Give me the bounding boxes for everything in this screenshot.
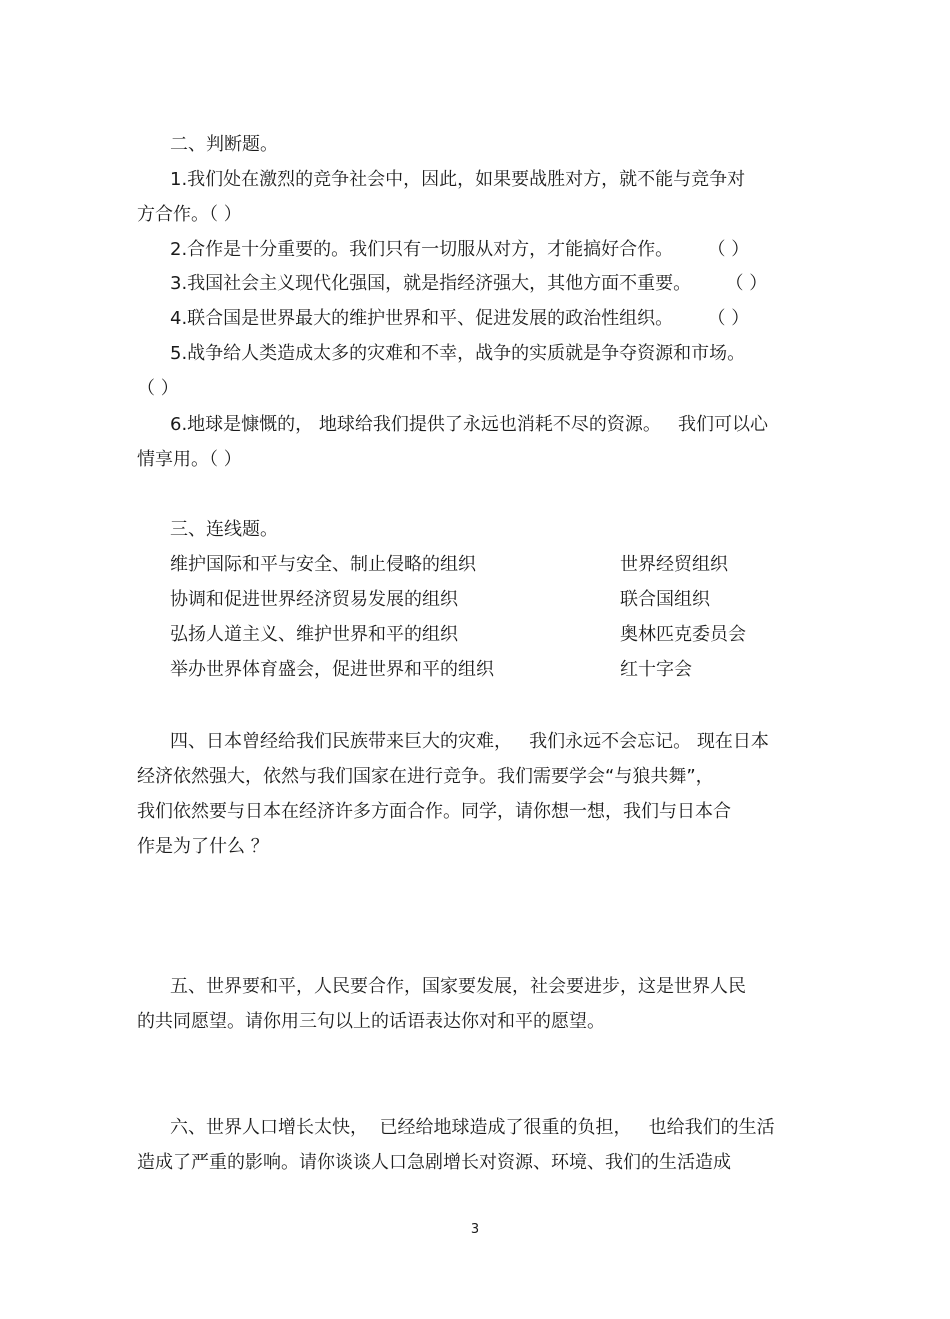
section5-line1: 五、世界要和平，人民要合作，国家要发展，社会要进步，这是世界人民 — [170, 976, 746, 997]
section3-title: 三、连线题。 — [170, 519, 278, 540]
judge-item-5-line1: 5.战争给人类造成太多的灾难和不幸，战争的实质就是争夺资源和市场。 — [170, 343, 746, 364]
section6-line1: 六、世界人口增长太快， 已经给地球造成了很重的负担， 也给我们的生活 — [170, 1117, 775, 1138]
match-right-4: 红十字会 — [620, 659, 692, 680]
section4-line1: 四、日本曾经给我们民族带来巨大的灾难， 我们永远不会忘记。 现在日本 — [170, 731, 769, 752]
judge-item-5-line2: （ ） — [137, 378, 179, 399]
judge-item-1-line1: 1.我们处在激烈的竞争社会中，因此，如果要战胜对方，就不能与竞争对 — [170, 169, 746, 190]
section4-line3: 我们依然要与日本在经济许多方面合作。同学，请你想一想，我们与日本合 — [137, 801, 731, 822]
judge-item-6-line2: 情享用。（ ） — [137, 449, 242, 470]
match-right-1: 世界经贸组织 — [620, 554, 728, 575]
match-left-1: 维护国际和平与安全、制止侵略的组织 — [170, 554, 476, 575]
match-right-2: 联合国组织 — [620, 589, 710, 610]
section6-line2: 造成了严重的影响。请你谈谈人口急剧增长对资源、环境、我们的生活造成 — [137, 1152, 731, 1173]
judge-item-2: 2.合作是十分重要的。我们只有一切服从对方，才能搞好合作。 （ ） — [170, 239, 750, 260]
section4-line4: 作是为了什么 ？ — [137, 836, 269, 857]
section2-title: 二、判断题。 — [170, 134, 278, 155]
match-left-3: 弘扬人道主义、维护世界和平的组织 — [170, 624, 458, 645]
judge-item-3: 3.我国社会主义现代化强国，就是指经济强大，其他方面不重要。 （ ） — [170, 273, 768, 294]
match-left-2: 协调和促进世界经济贸易发展的组织 — [170, 589, 458, 610]
page-number: 3 — [470, 1222, 480, 1237]
section4-line2: 经济依然强大，依然与我们国家在进行竞争。我们需要学会“与狼共舞”， — [137, 766, 714, 787]
judge-item-1-line2: 方合作。（ ） — [137, 204, 242, 225]
match-left-4: 举办世界体育盛会，促进世界和平的组织 — [170, 659, 494, 680]
judge-item-4: 4.联合国是世界最大的维护世界和平、促进发展的政治性组织。 （ ） — [170, 308, 750, 329]
section5-line2: 的共同愿望。请你用三句以上的话语表达你对和平的愿望。 — [137, 1011, 605, 1032]
judge-item-6-line1: 6.地球是慷慨的， 地球给我们提供了永远也消耗不尽的资源。 我们可以心 — [170, 414, 769, 435]
match-right-3: 奥林匹克委员会 — [620, 624, 746, 645]
